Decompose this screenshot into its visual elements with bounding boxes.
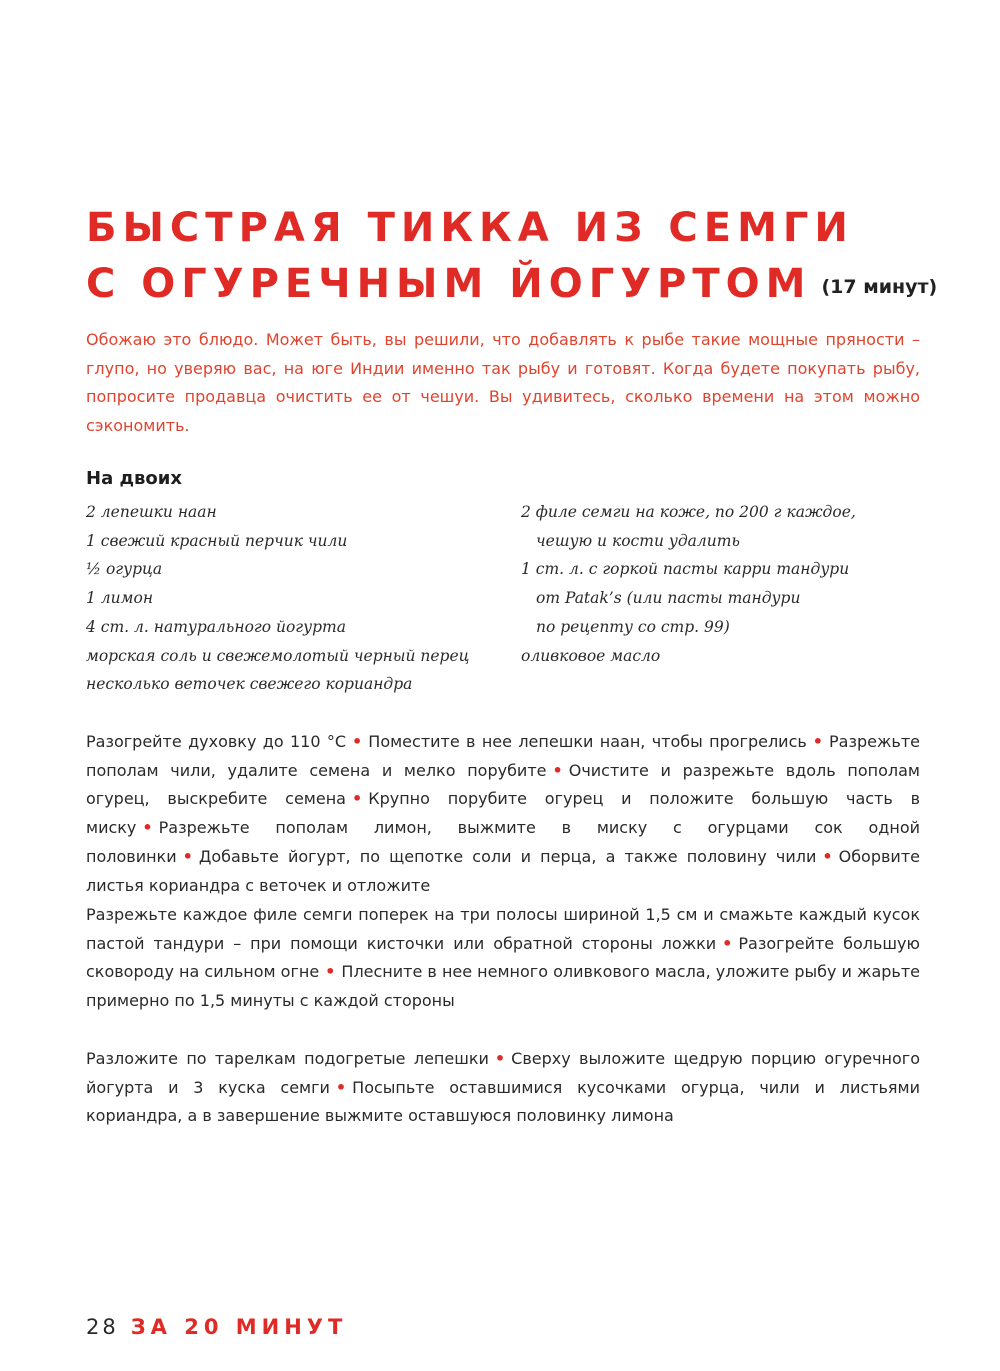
step-separator-bullet: • [494,1049,506,1068]
section-title: ЗА 20 МИНУТ [130,1315,348,1339]
method-step: Поместите в нее лепешки наан, чтобы прогрелись [368,732,807,751]
method-step: Крупно порубите огурец и положите большую часть в миску [86,789,921,838]
recipe-title-line-1: БЫСТРАЯ ТИККА ИЗ СЕМГИ [86,205,854,251]
ingredient-item: оливковое масло [521,646,661,665]
step-separator-bullet: • [335,1077,347,1097]
ingredient-item: 1 лимон [86,589,154,608]
recipe-title [86,200,946,315]
method-step: Разрежьте пополам чили, удалите семена и мелко порубите [86,732,920,780]
cooking-time: (17 минут) [821,276,938,298]
step-separator-bullet: • [352,732,363,751]
step-separator-bullet: • [182,846,193,866]
ingredient-item: 2 филе семги на коже, по 200 г каждое, [521,503,856,521]
method-step: Разогрейте большую сковороду на сильном огне [86,933,920,982]
method-step: Добавьте йогурт, по щепотке соли и перца, а также половину чили [198,846,817,866]
ingredient-item: 2 лепешки наан [86,503,217,521]
step-separator-bullet: • [325,962,336,982]
ingredient-item: морская соль и свежемолотый черный перец [86,646,470,665]
ingredient-item: 1 свежий красный перчик чили [86,531,348,550]
method-step: Разрежьте каждое филе семги поперек на три полосы шириной 1,5 см и смажьте каждый кусок пастой тандури – при помощи кисточки или обратной стороны ложки [86,905,920,953]
method-step: Разогрейте духовку до 110 °C [86,732,347,751]
method-step: Очистите и разрежьте вдоль пополам огурец, выскребите семена [86,760,920,809]
method-step: Разложите по тарелкам подогретые лепешки [86,1049,489,1068]
page-footer [86,1313,347,1341]
step-separator-bullet: • [552,760,563,780]
servings-heading: На двоих [86,468,182,489]
method-paragraph-2 [86,901,920,1016]
ingredient-item-continuation: от Patak’s (или пасты тандури [536,589,801,608]
recipe-title-line-2 [86,256,946,315]
ingredient-item-continuation: по рецепту со стр. 99) [536,617,730,636]
step-separator-bullet: • [812,732,824,751]
ingredient-item-continuation: чешую и кости удалить [536,531,740,550]
method-paragraph-3 [86,1045,920,1131]
method-step: Посыпьте оставшимися кусочками огурца, чили и листьями кориандра, а в завершение выжмите оставшуюся половинку лимона [86,1077,920,1126]
ingredient-item: 1 ст. л. с горкой пасты карри тандури [521,560,850,579]
step-separator-bullet: • [351,789,363,809]
method-step: Плесните в нее немного оливкового масла, уложите рыбу и жарьте примерно по 1,5 минуты с каждой стороны [86,962,921,1011]
method-paragraph-1 [86,728,920,900]
ingredient-item: несколько веточек свежего кориандра [86,675,413,694]
intro-paragraph: Обожаю это блюдо. Может быть, вы решили, что добавлять к рыбе такие мощные пряности – глупо, но уверяю вас, на юге Индии именно так рыбу и готовят. Когда будете покупать рыбу, попросите продавца очистить ее от чешуи. Вы удивитесь, сколько времени на этом можно сэкономить. [86,330,920,436]
ingredient-item: ½ огурца [86,560,163,579]
step-separator-bullet: • [722,933,733,953]
method-step: Разрежьте пополам лимон, выжмите в миску с огурцами сок одной половинки [86,818,920,866]
recipe-title-line-2-text: С ОГУРЕЧНЫМ ЙОГУРТОМ [86,261,812,307]
step-separator-bullet: • [822,846,833,866]
ingredients-list-left [86,498,506,699]
method-step: Оборвите листья кориандра с веточек и отложите [86,846,920,895]
ingredients-list-right [521,498,941,670]
page-number: 28 [86,1315,119,1339]
step-separator-bullet: • [142,818,153,838]
method-step: Сверху выложите щедрую порцию огуречного йогурта и 3 куска семги [86,1049,920,1097]
ingredient-item: 4 ст. л. натурального йогурта [86,617,346,636]
